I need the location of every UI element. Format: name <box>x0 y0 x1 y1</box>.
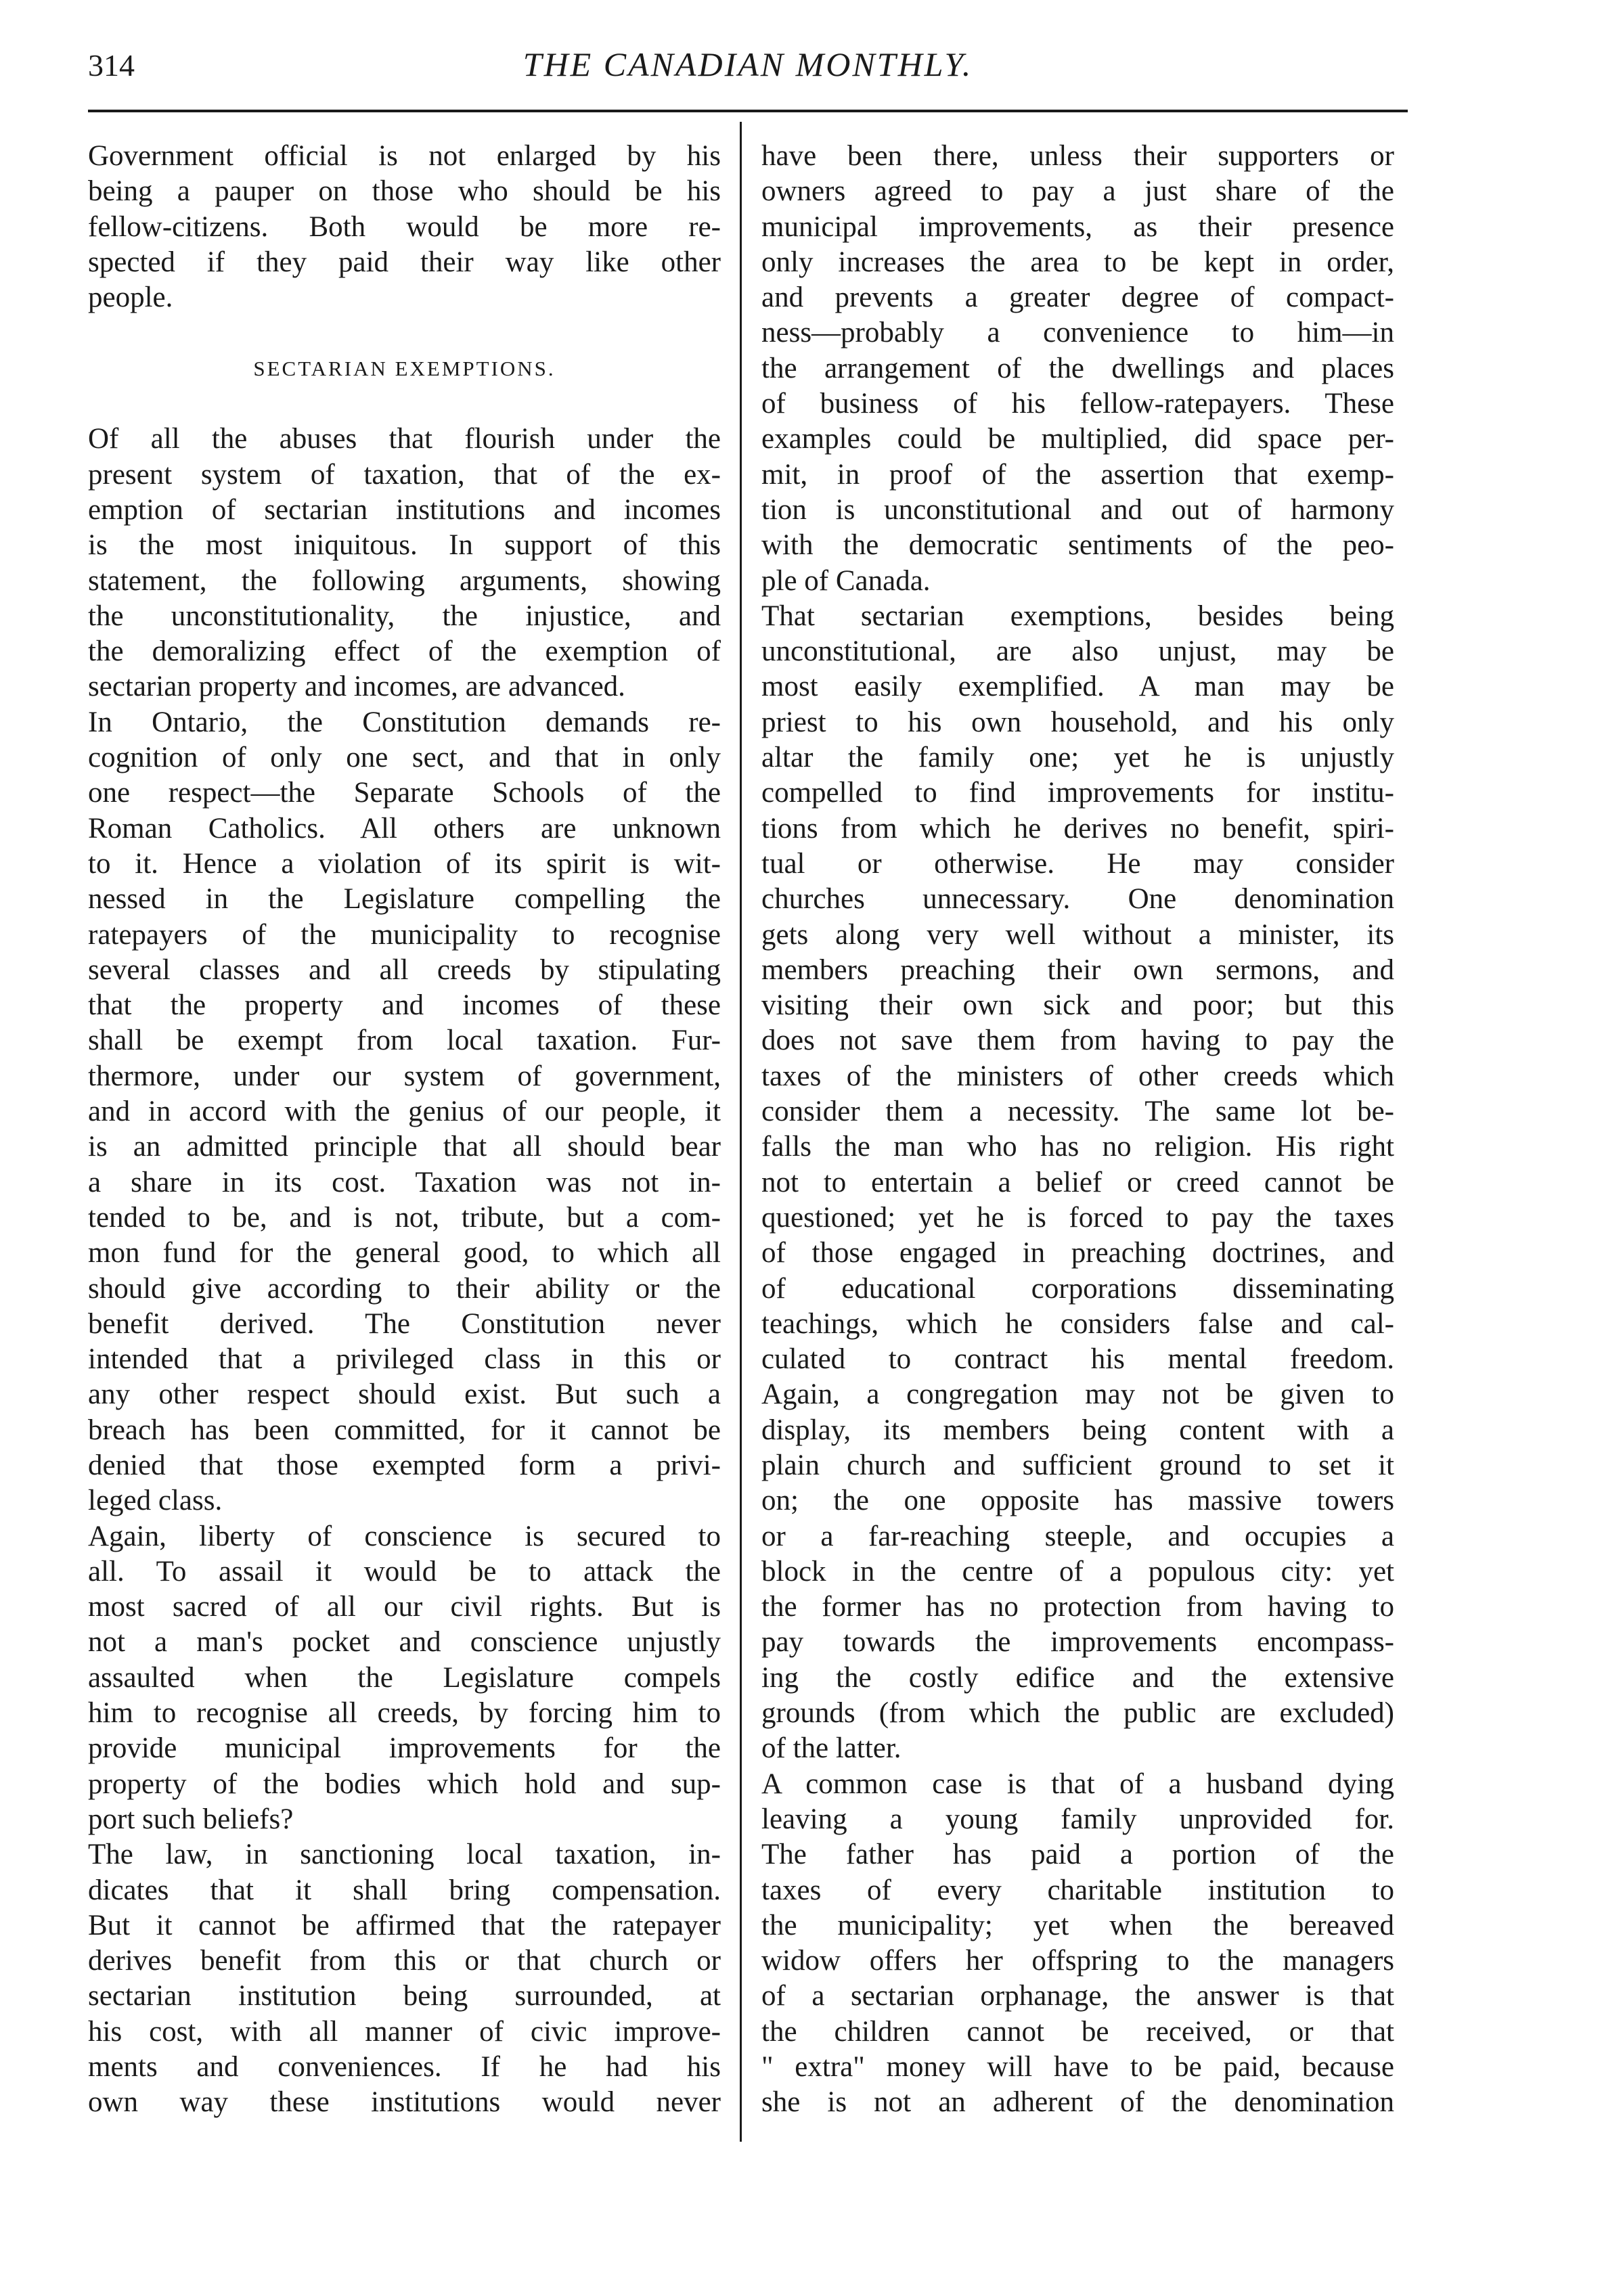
right-column <box>761 139 1394 2121</box>
text-line: priest to his own household, and his only <box>761 706 1394 738</box>
text-line: ratepayers of the municipality to recognise <box>88 918 721 951</box>
text-line: grounds (from which the public are excluded) <box>761 1697 1394 1730</box>
text-line: taxes of the ministers of other creeds which <box>761 1060 1394 1092</box>
text-line: But it cannot be affirmed that the ratepayer <box>88 1909 721 1941</box>
paragraph <box>761 1767 1394 2121</box>
text-line: spected if they paid their way like other <box>88 246 721 278</box>
text-line: does not save them from having to pay the <box>761 1025 1394 1057</box>
text-line: ments and conveniences. If he had his <box>88 2051 721 2084</box>
text-line: municipal improvements, as their presence <box>761 210 1394 243</box>
text-line: on; the one opposite has massive towers <box>761 1485 1394 1517</box>
text-line: cognition of only one sect, and that in only <box>88 742 721 774</box>
text-line: intended that a privileged class in this or <box>88 1343 721 1376</box>
text-line: falls the man who has no religion. His right <box>761 1131 1394 1163</box>
text-line: compelled to find improvements for institu- <box>761 777 1394 809</box>
text-line: pay towards the improvements encompass- <box>761 1626 1394 1659</box>
text-line: that the property and incomes of these <box>88 989 721 1022</box>
text-line: Of all the abuses that flourish under the <box>88 423 721 455</box>
text-line: In Ontario, the Constitution demands re- <box>88 706 721 738</box>
text-line: Roman Catholics. All others are unknown <box>88 812 721 845</box>
paragraph <box>88 705 721 1519</box>
text-line: the municipality; yet when the bereaved <box>761 1909 1394 1941</box>
text-line: assaulted when the Legislature compels <box>88 1661 721 1694</box>
text-line: she is not an adherent of the denomination <box>761 2086 1394 2119</box>
column-divider <box>740 122 742 2142</box>
text-line: most sacred of all our civil rights. But is <box>88 1591 721 1623</box>
text-line: of educational corporations disseminating <box>761 1272 1394 1305</box>
paragraph <box>761 599 1394 1767</box>
text-line: a share in its cost. Taxation was not in- <box>88 1166 721 1198</box>
text-line: provide municipal improvements for the <box>88 1732 721 1765</box>
text-line: tended to be, and is not, tribute, but a com- <box>88 1201 721 1234</box>
text-line: the children cannot be received, or that <box>761 2015 1394 2048</box>
text-line: mon fund for the general good, to which all <box>88 1237 721 1269</box>
paragraph <box>88 1837 721 2120</box>
text-line: members preaching their own sermons, and <box>761 953 1394 986</box>
text-line: mit, in proof of the assertion that exemp- <box>761 458 1394 491</box>
text-line: him to recognise all creeds, by forcing him to <box>88 1697 721 1730</box>
text-line: and prevents a greater degree of compact- <box>761 282 1394 314</box>
text-line: benefit derived. The Constitution never <box>88 1307 721 1340</box>
text-line: block in the centre of a populous city: yet <box>761 1555 1394 1588</box>
text-line: teachings, which he considers false and cal- <box>761 1307 1394 1340</box>
left-column <box>88 139 721 2121</box>
text-line: A common case is that of a husband dying <box>761 1768 1394 1800</box>
paragraph <box>88 422 721 704</box>
text-line: several classes and all creeds by stipulating <box>88 953 721 986</box>
running-head: THE CANADIAN MONTHLY. <box>522 45 973 83</box>
text-line: display, its members being content with a <box>761 1414 1394 1446</box>
text-line: altar the family one; yet he is unjustly <box>761 742 1394 774</box>
text-line: ple of Canada. <box>761 564 931 597</box>
text-line: sectarian property and incomes, are advanced. <box>88 671 625 703</box>
text-line: sectarian institution being surrounded, at <box>88 1980 721 2012</box>
text-line: not a man's pocket and conscience unjustly <box>88 1626 721 1659</box>
text-line: statement, the following arguments, showing <box>88 564 721 597</box>
text-line: visiting their own sick and poor; but this <box>761 989 1394 1022</box>
text-line: the arrangement of the dwellings and places <box>761 352 1394 384</box>
header-rule <box>88 110 1408 112</box>
text-line: The law, in sanctioning local taxation, in- <box>88 1839 721 1871</box>
text-line: nessed in the Legislature compelling the <box>88 883 721 916</box>
text-line: leaving a young family unprovided for. <box>761 1803 1394 1835</box>
paragraph <box>88 1519 721 1838</box>
text-line: have been there, unless their supporters or <box>761 140 1394 172</box>
text-line: fellow-citizens. Both would be more re- <box>88 210 721 243</box>
text-line: owners agreed to pay a just share of the <box>761 175 1394 208</box>
text-line: tion is unconstitutional and out of harmony <box>761 493 1394 526</box>
text-line: shall be exempt from local taxation. Fur- <box>88 1025 721 1057</box>
section-heading: SECTARIAN EXEMPTIONS. <box>253 356 556 380</box>
text-line: should give according to their ability or the <box>88 1272 721 1305</box>
text-line: one respect—the Separate Schools of the <box>88 777 721 809</box>
paragraph <box>761 139 1394 599</box>
text-line: property of the bodies which hold and sup- <box>88 1768 721 1800</box>
spacer <box>88 315 721 351</box>
text-line: unconstitutional, are also unjust, may be <box>761 635 1394 668</box>
text-line: Government official is not enlarged by his <box>88 140 721 172</box>
page-number: 314 <box>88 48 135 83</box>
text-line: of a sectarian orphanage, the answer is that <box>761 1980 1394 2012</box>
text-line: ness—probably a convenience to him—in <box>761 317 1394 349</box>
text-line: tions from which he derives no benefit, spiri- <box>761 812 1394 845</box>
text-line: ing the costly edifice and the extensive <box>761 1661 1394 1694</box>
text-line: taxes of every charitable institution to <box>761 1874 1394 1906</box>
text-line: breach has been committed, for it cannot be <box>88 1414 721 1446</box>
text-line: widow offers her offspring to the managers <box>761 1945 1394 1977</box>
text-line: the former has no protection from having to <box>761 1591 1394 1623</box>
text-line: of those engaged in preaching doctrines, and <box>761 1237 1394 1269</box>
paragraph <box>88 139 721 315</box>
text-line: to it. Hence a violation of its spirit is wit- <box>88 847 721 880</box>
text-line: or a far-reaching steeple, and occupies a <box>761 1520 1394 1552</box>
text-line: questioned; yet he is forced to pay the taxes <box>761 1201 1394 1234</box>
spacer <box>88 386 721 422</box>
text-line: plain church and sufficient ground to set it <box>761 1449 1394 1481</box>
text-line: being a pauper on those who should be his <box>88 175 721 208</box>
text-line: of the latter. <box>761 1732 902 1765</box>
text-line: the demoralizing effect of the exemption of <box>88 635 721 668</box>
text-line: culated to contract his mental freedom. <box>761 1343 1394 1376</box>
text-line: not to entertain a belief or creed cannot be <box>761 1166 1394 1198</box>
text-line: gets along very well without a minister, its <box>761 918 1394 951</box>
text-line: people. <box>88 282 173 314</box>
text-line: his cost, with all manner of civic improve- <box>88 2015 721 2048</box>
text-line: present system of taxation, that of the ex- <box>88 458 721 491</box>
text-line: dicates that it shall bring compensation. <box>88 1874 721 1906</box>
text-line: of business of his fellow-ratepayers. These <box>761 388 1394 420</box>
text-line: only increases the area to be kept in order, <box>761 246 1394 278</box>
text-line: denied that those exempted form a privi- <box>88 1449 721 1481</box>
text-line: churches unnecessary. One denomination <box>761 883 1394 916</box>
text-line: is the most iniquitous. In support of this <box>88 529 721 562</box>
text-line: most easily exemplified. A man may be <box>761 671 1394 703</box>
text-line: is an admitted principle that all should bear <box>88 1131 721 1163</box>
text-line: emption of sectarian institutions and incomes <box>88 493 721 526</box>
text-line: The father has paid a portion of the <box>761 1839 1394 1871</box>
text-line: " extra" money will have to be paid, because <box>761 2051 1394 2084</box>
text-line: all. To assail it would be to attack the <box>88 1555 721 1588</box>
text-line: consider them a necessity. The same lot be- <box>761 1096 1394 1128</box>
text-line: port such beliefs? <box>88 1803 294 1835</box>
text-line: any other respect should exist. But such a <box>88 1378 721 1411</box>
text-line: and in accord with the genius of our people, it <box>88 1096 721 1128</box>
text-line: the unconstitutionality, the injustice, and <box>88 600 721 632</box>
text-line: That sectarian exemptions, besides being <box>761 600 1394 632</box>
text-line: examples could be multiplied, did space per- <box>761 423 1394 455</box>
text-line: own way these institutions would never <box>88 2086 721 2119</box>
page-header <box>88 35 1408 89</box>
text-line: tual or otherwise. He may consider <box>761 847 1394 880</box>
text-line: Again, a congregation may not be given to <box>761 1378 1394 1411</box>
text-line: derives benefit from this or that church or <box>88 1945 721 1977</box>
text-line: Again, liberty of conscience is secured to <box>88 1520 721 1552</box>
text-line: leged class. <box>88 1485 223 1517</box>
text-line: with the democratic sentiments of the peo- <box>761 529 1394 562</box>
text-line: thermore, under our system of government, <box>88 1060 721 1092</box>
